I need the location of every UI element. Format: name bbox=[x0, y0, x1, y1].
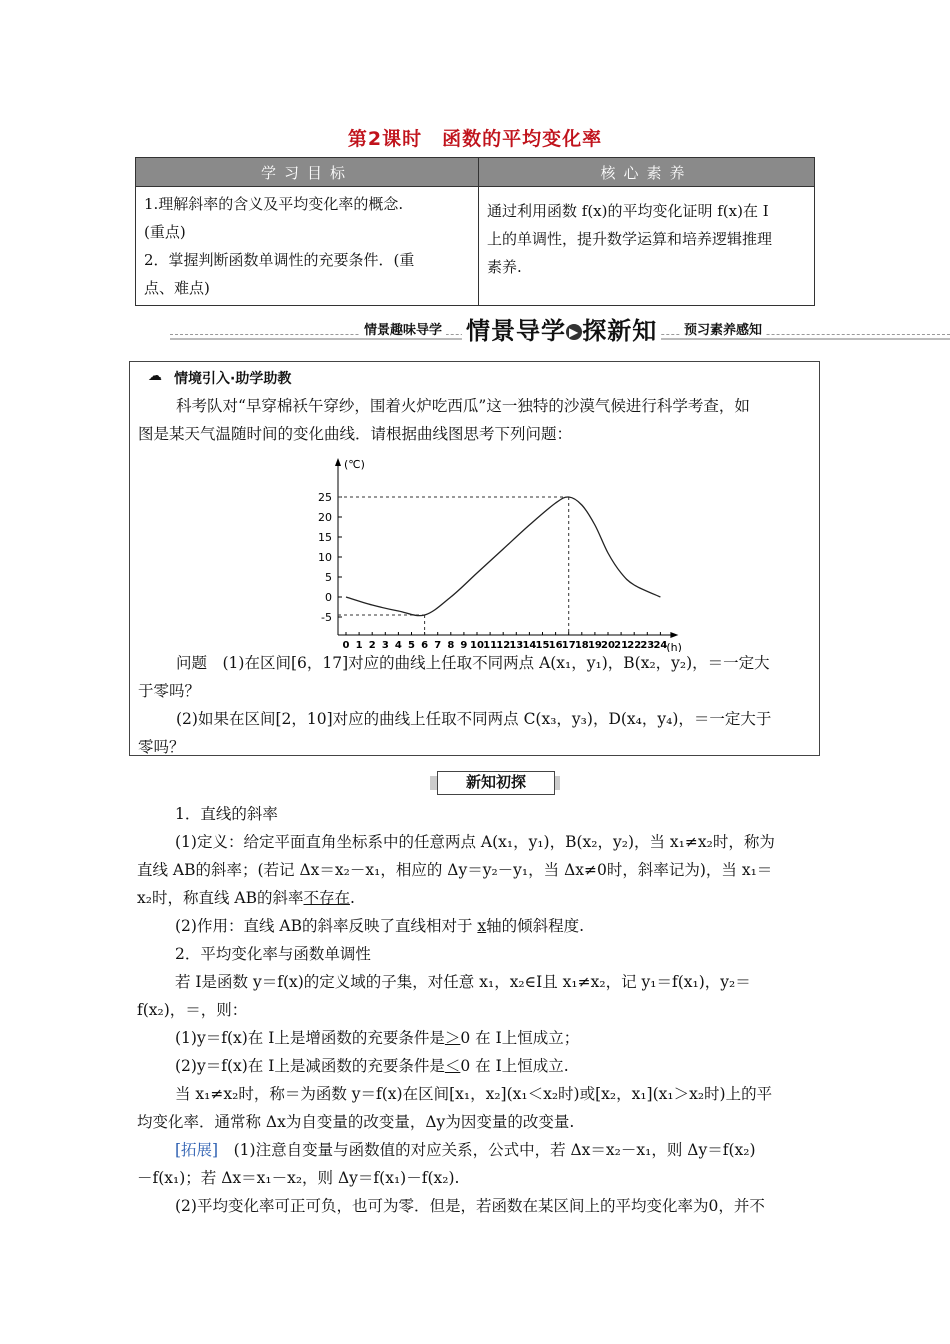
objectives-header: 学习目标 bbox=[136, 158, 479, 187]
objective-line: 点、难点) bbox=[144, 279, 210, 297]
x-tick-label: 18 bbox=[574, 640, 589, 651]
content bbox=[137, 800, 817, 1220]
paragraph: 直线 AB的斜率；(若记 Δx＝x₂－x₁，相应的 Δy＝y₂－y₁，当 Δx≠0时，斜率记为)，当 x₁＝ bbox=[137, 861, 773, 879]
objective-line: 1.理解斜率的含义及平均变化率的概念. bbox=[144, 195, 404, 213]
x-tick-label: 6 bbox=[421, 640, 429, 651]
temperature-chart bbox=[308, 452, 708, 652]
x-tick-label: 23 bbox=[640, 640, 655, 651]
y-tick-label: 10 bbox=[318, 551, 332, 564]
x-tick-label: 5 bbox=[408, 640, 415, 651]
paragraph: 均变化率．通常称 Δx为自变量的改变量，Δy为因变量的改变量. bbox=[137, 1113, 575, 1131]
x-tick-label: 8 bbox=[447, 640, 455, 651]
y-tick-label: 0 bbox=[325, 591, 332, 604]
underlined-answer: x bbox=[477, 917, 487, 935]
paragraph: －f(x₁)；若 Δx＝x₁－x₂，则 Δy＝f(x₁)－f(x₂). bbox=[137, 1169, 460, 1187]
x-tick-label: 0 bbox=[342, 640, 350, 651]
paragraph: 当 x₁≠x₂时，称＝为函数 y＝f(x)在区间[x₁，x₂](x₁＜x₂时)或[x₂，x₁](x₁＞x₂时)上的平 bbox=[175, 1085, 773, 1103]
y-tick-label: -5 bbox=[321, 611, 332, 624]
paragraph: (2)平均变化率可正可负，也可为零．但是，若函数在某区间上的平均变化率为0，并不 bbox=[175, 1197, 765, 1215]
x-axis-label: (h) bbox=[666, 641, 682, 652]
underlined-answer: ＜ bbox=[444, 1057, 461, 1075]
page-title: 第2课时 函数的平均变化率 bbox=[347, 128, 603, 150]
x-tick-label: 3 bbox=[381, 640, 389, 651]
underlined-answer: 不存在 bbox=[303, 889, 350, 907]
x-tick-label: 9 bbox=[460, 640, 468, 651]
text: (1)注意自变量与函数值的对应关系，公式中，若 Δx＝x₂－x₁，则 Δy＝f(x₂) bbox=[218, 1141, 756, 1159]
banner-title-right: 探新知 bbox=[582, 317, 658, 345]
y-axis-arrow bbox=[335, 458, 341, 466]
section-banner bbox=[170, 311, 950, 343]
banner-title-left: 情景导学 bbox=[466, 317, 566, 345]
x-tick-label: 4 bbox=[394, 640, 402, 651]
y-tick-label: 25 bbox=[318, 491, 332, 504]
temperature-curve bbox=[346, 497, 660, 616]
arrow-right-icon: ▶ bbox=[566, 324, 582, 340]
text: . bbox=[349, 889, 355, 907]
paragraph bbox=[137, 884, 817, 912]
question-2: (2)如果在区间[2，10]对应的曲线上任取不同两点 C(x₃，y₃)，D(x₄，y₄)，＝一定大于 bbox=[176, 710, 772, 728]
x-tick-label: 20 bbox=[601, 640, 615, 651]
x-tick-label: 2 bbox=[368, 640, 376, 651]
literacy-line: 上的单调性，提升数学运算和培养逻辑推理 bbox=[487, 230, 773, 248]
literacy-line: 素养. bbox=[487, 258, 522, 276]
x-tick-label: 15 bbox=[535, 640, 550, 651]
banner-right-label: 预习素养感知 bbox=[680, 319, 766, 338]
y-tick-label: 15 bbox=[318, 531, 332, 544]
objective-line: (重点) bbox=[144, 223, 186, 241]
extension-tag: [拓展] bbox=[175, 1141, 219, 1159]
banner-left-label: 情景趣味导学 bbox=[360, 319, 446, 338]
x-tick-label: 21 bbox=[614, 640, 629, 651]
x-tick-label: 13 bbox=[509, 640, 524, 651]
x-tick-label: 14 bbox=[522, 640, 537, 651]
underlined-answer: ＞ bbox=[444, 1029, 461, 1047]
question-2-cont: 零吗？ bbox=[138, 738, 185, 756]
text: 轴的倾斜程度. bbox=[486, 917, 585, 935]
x-tick-label: 1 bbox=[355, 640, 363, 651]
objectives-table bbox=[135, 157, 815, 306]
text: x₂时，称直线 AB的斜率 bbox=[137, 889, 304, 907]
banner-title bbox=[462, 311, 661, 346]
x-tick-label: 7 bbox=[434, 640, 442, 651]
x-tick-label: 17 bbox=[561, 640, 576, 651]
x-tick-label: 19 bbox=[587, 640, 602, 651]
x-tick-label: 10 bbox=[470, 640, 484, 651]
text: 0 在 I上恒成立； bbox=[460, 1029, 580, 1047]
intro-line: 科考队对“早穿棉袄午穿纱，围着火炉吃西瓜”这一独特的沙漠气候进行科学考查，如 bbox=[176, 397, 750, 415]
paragraph bbox=[137, 1024, 817, 1052]
heading-slope: 1．直线的斜率 bbox=[175, 805, 278, 823]
question-1-cont: 于零吗？ bbox=[138, 682, 201, 700]
x-tick-label: 16 bbox=[548, 640, 563, 651]
x-axis-arrow bbox=[670, 632, 678, 638]
paragraph: (1)定义：给定平面直角坐标系中的任意两点 A(x₁，y₁)，B(x₂，y₂)，当 x₁≠x₂时，称为 bbox=[175, 833, 775, 851]
y-tick-label: 20 bbox=[318, 511, 332, 524]
question-1: 问题 (1)在区间[6，17]对应的曲线上任取不同两点 A(x₁，y₁)，B(x₂，y₂)，＝一定大 bbox=[176, 654, 770, 672]
x-tick-label: 12 bbox=[496, 640, 511, 651]
objectives-cell bbox=[136, 187, 479, 306]
intro-box bbox=[129, 361, 820, 756]
paragraph bbox=[137, 912, 817, 940]
intro-head: 情境引入·助学助教 bbox=[174, 371, 292, 387]
paragraph bbox=[137, 1052, 817, 1080]
literacy-line: 通过利用函数 f(x)的平均变化证明 f(x)在 I bbox=[487, 202, 769, 220]
intro-line: 图是某天气温随时间的变化曲线．请根据曲线图思考下列问题： bbox=[138, 425, 573, 443]
text: (2)作用：直线 AB的斜率反映了直线相对于 bbox=[175, 917, 478, 935]
x-tick-label: 22 bbox=[627, 640, 642, 651]
heading-average-rate: 2．平均变化率与函数单调性 bbox=[175, 945, 371, 963]
text: (1)y＝f(x)在 I上是增函数的充要条件是 bbox=[175, 1029, 445, 1047]
x-tick-label: 24 bbox=[653, 640, 668, 651]
cloud-icon: ☁ bbox=[148, 368, 162, 384]
literacy-header: 核心素养 bbox=[479, 158, 815, 187]
objective-line: 2．掌握判断函数单调性的充要条件．(重 bbox=[144, 251, 415, 269]
y-tick-label: 5 bbox=[325, 571, 332, 584]
paragraph: 若 I是函数 y＝f(x)的定义域的子集，对任意 x₁，x₂∈I且 x₁≠x₂，记 y₁＝f(x₁)，y₂＝ bbox=[175, 973, 751, 991]
section-title: 新知初探 bbox=[437, 771, 555, 795]
paragraph: f(x₂)，＝，则： bbox=[137, 1001, 248, 1019]
x-tick-label: 11 bbox=[483, 640, 498, 651]
paragraph bbox=[137, 1136, 817, 1164]
text: (2)y＝f(x)在 I上是减函数的充要条件是 bbox=[175, 1057, 445, 1075]
y-axis-label: (℃) bbox=[344, 458, 365, 471]
literacy-cell bbox=[479, 187, 815, 306]
text: 0 在 I上恒成立. bbox=[460, 1057, 569, 1075]
